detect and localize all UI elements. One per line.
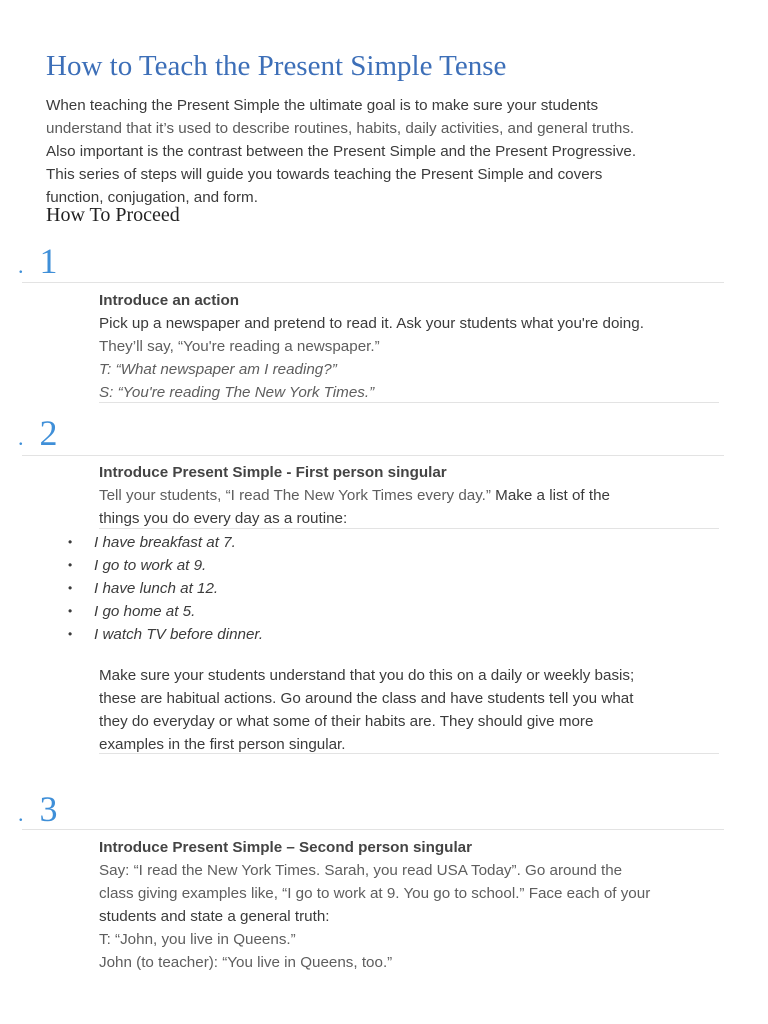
step-text: Make sure your students understand that you do this on a daily or weekly basis; bbox=[99, 667, 635, 684]
dialogue-line: T: “John, you live in Queens.” bbox=[99, 931, 296, 948]
bullet-glyph: • bbox=[68, 535, 73, 549]
list-item bbox=[64, 600, 263, 623]
step-text: class giving examples like, “I go to work at 9. You go to school.” Face each of your bbox=[99, 885, 651, 902]
dialogue-line: T: “What newspaper am I reading?” bbox=[99, 361, 337, 378]
routine-list bbox=[64, 531, 263, 646]
dialogue-line: S: “You're reading The New York Times.” bbox=[99, 384, 375, 401]
step-text-part: Make a list of the bbox=[490, 487, 610, 504]
list-item bbox=[64, 577, 263, 600]
step-text: things you do every day as a routine: bbox=[99, 510, 348, 527]
section-heading: How To Proceed bbox=[46, 204, 180, 226]
step-3-marker bbox=[18, 788, 58, 830]
intro-line: function, conjugation, and form. bbox=[46, 189, 258, 206]
list-item-text: I go to work at 9. bbox=[94, 557, 207, 574]
bullet-glyph: • bbox=[68, 558, 73, 572]
step-text: Say: “I read the New York Times. Sarah, you read USA Today”. Go around the bbox=[99, 862, 623, 879]
divider bbox=[22, 455, 724, 456]
list-item bbox=[64, 531, 263, 554]
step-number: 3 bbox=[39, 789, 58, 829]
step-text: they do everyday or what some of their habits are. They should give more bbox=[99, 713, 594, 730]
step-text: They’ll say, “You're reading a newspaper.” bbox=[99, 338, 380, 355]
divider bbox=[99, 402, 719, 403]
step-number: 1 bbox=[39, 241, 58, 281]
intro-line: When teaching the Present Simple the ultimate goal is to make sure your students bbox=[46, 97, 599, 114]
step-text bbox=[99, 484, 610, 507]
list-item bbox=[64, 623, 263, 646]
intro-line: This series of steps will guide you towards teaching the Present Simple and covers bbox=[46, 166, 603, 183]
step-dot: . bbox=[18, 253, 24, 278]
step-text: students and state a general truth: bbox=[99, 908, 330, 925]
bullet-glyph: • bbox=[68, 627, 73, 641]
page-title: How to Teach the Present Simple Tense bbox=[46, 50, 507, 82]
step-2-paragraph bbox=[99, 664, 634, 756]
intro-line: Also important is the contrast between the Present Simple and the Present Progressive. bbox=[46, 143, 637, 160]
list-item-text: I go home at 5. bbox=[94, 603, 196, 620]
step-2-content bbox=[99, 461, 610, 530]
step-heading: Introduce Present Simple - First person singular bbox=[99, 464, 447, 481]
intro-line: understand that it’s used to describe routines, habits, daily activities, and general truths. bbox=[46, 120, 635, 137]
step-3-content bbox=[99, 836, 650, 974]
step-text: examples in the first person singular. bbox=[99, 736, 346, 753]
divider bbox=[99, 528, 719, 529]
bullet-glyph: • bbox=[68, 581, 73, 595]
bullet-glyph: • bbox=[68, 604, 73, 618]
step-dot: . bbox=[18, 801, 24, 826]
list-item-text: I have lunch at 12. bbox=[94, 580, 219, 597]
divider bbox=[99, 753, 719, 754]
divider bbox=[22, 282, 724, 283]
step-heading: Introduce Present Simple – Second person singular bbox=[99, 839, 473, 856]
step-heading: Introduce an action bbox=[99, 292, 240, 309]
step-text: Pick up a newspaper and pretend to read it. Ask your students what you're doing. bbox=[99, 315, 644, 332]
step-1-marker bbox=[18, 240, 58, 282]
list-item bbox=[64, 554, 263, 577]
dialogue-line: John (to teacher): “You live in Queens, too.” bbox=[99, 954, 393, 971]
divider bbox=[22, 829, 724, 830]
step-2-marker bbox=[18, 412, 58, 454]
list-item-text: I watch TV before dinner. bbox=[94, 626, 264, 643]
list-item-text: I have breakfast at 7. bbox=[94, 534, 236, 551]
step-text-part: Tell your students, “I read The New York Times every day.” bbox=[99, 487, 491, 504]
step-number: 2 bbox=[39, 413, 58, 453]
step-text: these are habitual actions. Go around the class and have students tell you what bbox=[99, 690, 634, 707]
step-1-content bbox=[99, 289, 644, 404]
intro-paragraph bbox=[46, 94, 736, 209]
step-dot: . bbox=[18, 425, 24, 450]
